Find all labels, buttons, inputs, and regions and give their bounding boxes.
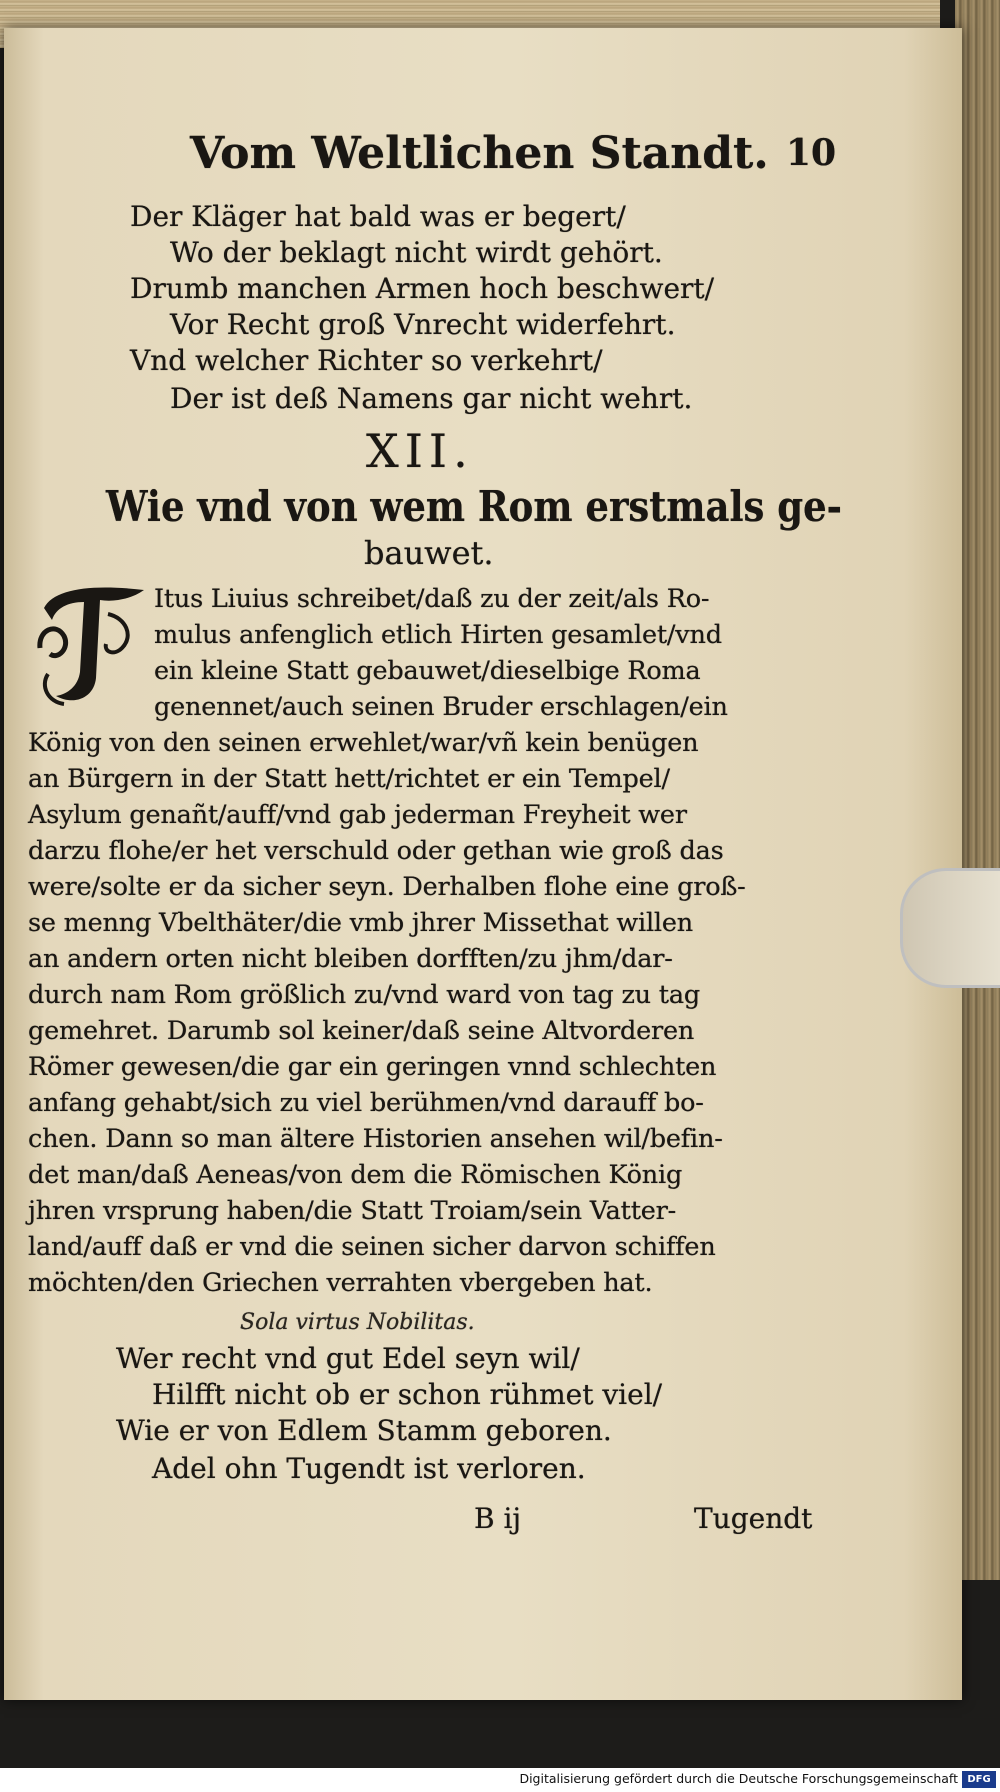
page-clip [900,868,1000,988]
body-line: Römer gewesen/die gar ein geringen vnnd schlechten [28,1052,717,1082]
verse-top-line: Vnd welcher Richter so verkehrt/ [130,344,603,377]
latin-motto: Sola virtus Nobilitas. [240,1310,475,1335]
verse-bottom-line: Wie er von Edlem Stamm geboren. [116,1414,612,1447]
verse-top-line: Drumb manchen Armen hoch beschwert/ [130,272,715,305]
chapter-title: Wie vnd von wem Rom erstmals ge- [106,482,843,531]
body-line: se menng Vbelthäter/die vmb jhrer Missethat willen [28,908,693,938]
book-page [4,28,962,1700]
decorated-initial-icon [34,578,152,712]
body-line: Asylum genañt/auff/vnd gab jederman Freyheit wer [28,800,687,830]
verse-bottom-line: Adel ohn Tugendt ist verloren. [152,1452,586,1485]
body-line: land/auff daß er vnd die seinen sicher darvon schiffen [28,1232,716,1262]
footer-bar [0,1768,1000,1792]
signature-mark: B ij [474,1502,522,1535]
chapter-title-continuation: bauwet. [364,534,494,572]
running-head: Vom Weltlichen Standt. [190,128,769,179]
verse-top-line: Der Kläger hat bald was er begert/ [130,200,626,233]
body-line: chen. Dann so man ältere Historien ansehen wil/befin- [28,1124,723,1154]
body-line: gemehret. Darumb sol keiner/daß seine Altvorderen [28,1016,695,1046]
verse-top-line: Vor Recht groß Vnrecht widerfehrt. [170,308,676,341]
body-line: möchten/den Griechen verrahten vbergeben hat. [28,1268,653,1298]
body-line: jhren vrsprung haben/die Statt Troiam/sein Vatter- [28,1196,677,1226]
body-line: König von den seinen erwehlet/war/vñ kein benügen [28,728,699,758]
folio-number: 10 [786,132,837,174]
body-line: det man/daß Aeneas/von dem die Römischen König [28,1160,683,1190]
chapter-number: XII. [366,424,474,478]
body-line: darzu flohe/er het verschuld oder gethan wie groß das [28,836,724,866]
body-line: durch nam Rom größlich zu/vnd ward von tag zu tag [28,980,700,1010]
body-line: Itus Liuius schreibet/daß zu der zeit/als Ro- [154,584,710,614]
dfg-logo: DFG [962,1771,996,1788]
body-line: an Bürgern in der Statt hett/richtet er ein Tempel/ [28,764,670,794]
verse-top-line: Wo der beklagt nicht wirdt gehört. [170,236,663,269]
footer-credit: Digitalisierung gefördert durch die Deutsche Forschungsgemeinschaft [519,1771,958,1786]
body-line: were/solte er da sicher seyn. Derhalben flohe eine groß- [28,872,746,902]
catchword: Tugendt [694,1502,813,1535]
body-line: an andern orten nicht bleiben dorfften/zu jhm/dar- [28,944,673,974]
verse-bottom-line: Hilfft nicht ob er schon rühmet viel/ [152,1378,663,1411]
verse-bottom-line: Wer recht vnd gut Edel seyn wil/ [116,1342,580,1375]
body-line: genennet/auch seinen Bruder erschlagen/ein [154,692,728,722]
body-line: ein kleine Statt gebauwet/dieselbige Roma [154,656,701,686]
body-line: mulus anfenglich etlich Hirten gesamlet/vnd [154,620,722,650]
verse-top-line: Der ist deß Namens gar nicht wehrt. [170,382,693,415]
body-line: anfang gehabt/sich zu viel berühmen/vnd darauff bo- [28,1088,704,1118]
